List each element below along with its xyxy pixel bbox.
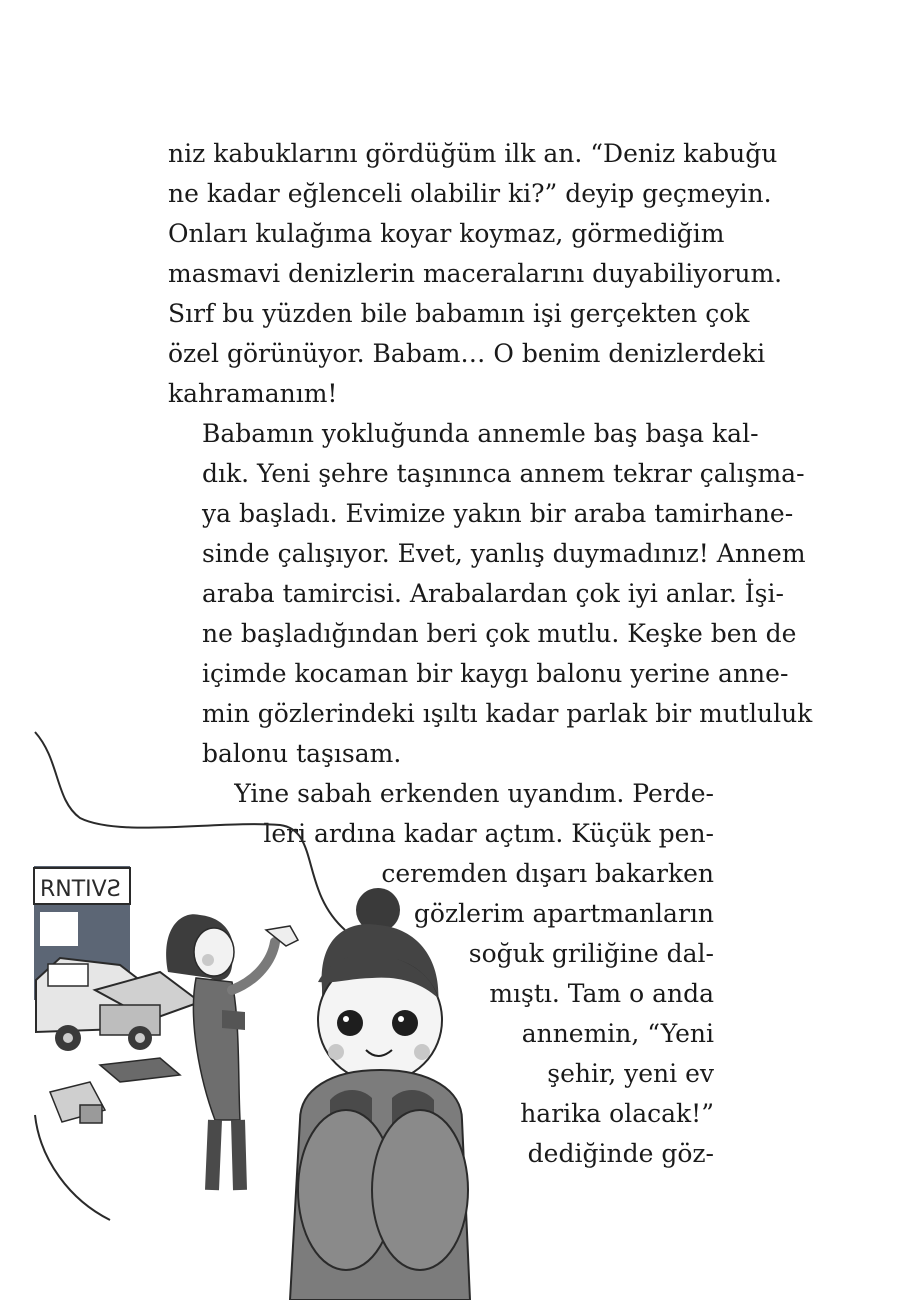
text-line: gözlerim apartmanların	[413, 899, 714, 928]
toolbox	[50, 1082, 105, 1123]
text-line: özel görünüyor. Babam… O benim denizlerdeki	[168, 339, 766, 368]
text-line: araba tamircisi. Arabalardan çok iyi anlar. İşi-	[202, 579, 784, 608]
text-line: harika olacak!”	[520, 1099, 714, 1128]
text-line: annemin, “Yeni	[521, 1019, 714, 1048]
text-line: dık. Yeni şehre taşınınca annem tekrar çalışma-	[202, 459, 805, 488]
text-line: leri ardına kadar açtım. Küçük pen-	[263, 819, 714, 848]
thought-bubble-outline-bottom	[35, 1115, 110, 1220]
text-line: masmavi denizlerin maceralarını duyabiliyorum.	[168, 259, 783, 288]
text-line: ceremden dışarı bakarken	[381, 859, 714, 888]
text-line: ne başladığından beri çok mutlu. Keşke ben de	[202, 619, 797, 648]
text-line: sinde çalışıyor. Evet, yanlış duymadınız! Annem	[202, 539, 806, 568]
text-line: niz kabuklarını gördüğüm ilk an. “Deniz kabuğu	[168, 139, 778, 168]
girl-figure	[290, 888, 470, 1300]
car	[36, 958, 200, 1082]
text-line: mıştı. Tam o anda	[489, 979, 714, 1008]
text-line: ya başladı. Evimize yakın bir araba tamirhane-	[202, 499, 794, 528]
text-line: soğuk griliğine dal-	[468, 939, 714, 968]
illustration	[0, 720, 560, 1300]
text-line: Onları kulağıma koyar koymaz, görmediğim	[168, 219, 725, 248]
text-line: min gözlerindeki ışıltı kadar parlak bir mutluluk	[202, 699, 813, 728]
mother-figure	[166, 914, 298, 1190]
body-text	[168, 134, 813, 774]
garage-sign-text: RNTIVƧ	[40, 877, 121, 902]
text-line: Sırf bu yüzden bile babamın işi gerçekten çok	[168, 299, 750, 328]
paragraph-1	[168, 134, 783, 414]
text-line: Babamın yokluğunda annemle baş başa kal-	[202, 419, 759, 448]
text-line: içimde kocaman bir kaygı balonu yerine anne-	[202, 659, 789, 688]
text-line: kahramanım!	[168, 379, 338, 408]
text-line: dediğinde göz-	[527, 1139, 714, 1168]
text-line: balonu taşısam.	[202, 739, 402, 768]
text-line: şehir, yeni ev	[547, 1059, 714, 1088]
text-line: Yine sabah erkenden uyandım. Perde-	[234, 779, 714, 808]
text-line: ne kadar eğlenceli olabilir ki?” deyip geçmeyin.	[168, 179, 772, 208]
